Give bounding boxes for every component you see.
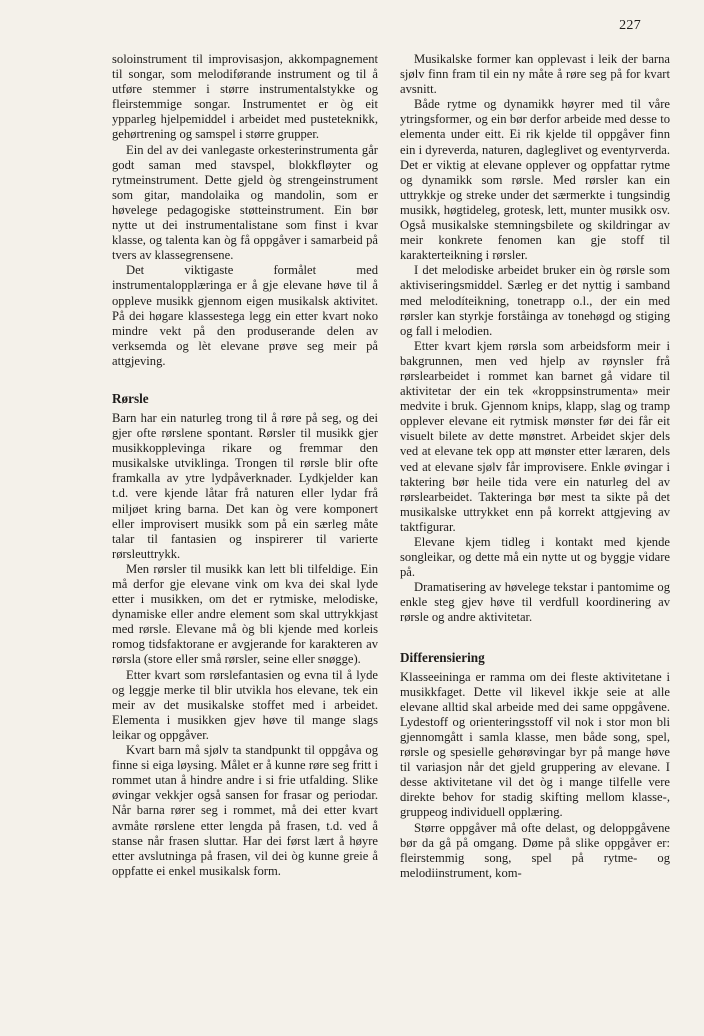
paragraph: Både rytme og dynamikk høyrer med til våre ytringsformer, og ein bør derfor arbeide med desse to elementa under eitt. Ei rik kjelde til oppgåver finn ein i dyreverda, naturen, dagleglivet og eventyrverda. Det er viktig at elevane opplever og oppfattar rytme og dynamikk som rørsle. Med rørsler kan ein uttrykkje og streke under det særmerkte i tungsindig musikk, høgtideleg, grotesk, lett, munter musikk osv. Også musikalske stemningsbilete og skildringar av meir konkrete fenomen kan gje stoff til karakterteikning i rørsler.: [400, 97, 670, 263]
paragraph: Klasseeininga er ramma om dei fleste aktivitetane i musikkfaget. Dette vil likevel ikkje seie at alle elevane alltid skal arbeide med dei same oppgåvene. Lydestoff og orienteringsstoff vil nok i stor mon bli gjennomgått i samla klasse, men både song, spel, rørsle og spesielle gehørøvingar byr på mange høve til variasjon når det gjeld gruppering av elevane. I desse aktivitetane vil det òg i mange tilfelle vere direkte behov for stadig skifting mellom klasse-, gruppeog individuell opplæring.: [400, 669, 670, 820]
section-heading-rorsle: Rørsle: [112, 390, 149, 406]
paragraph: Dramatisering av høvelege tekstar i pantomime og enkle steg gjev høve til verdfull koordinering av rørsle og andre aktivitetar.: [400, 580, 670, 625]
paragraph: Musikalske former kan opplevast i leik der barna sjølv finn fram til ein ny måte å røre seg på for kvart avsnitt.: [400, 52, 670, 97]
paragraph: Kvart barn må sjølv ta standpunkt til oppgåva og finne si eiga løysing. Målet er å kunne røre seg fritt i rommet utan å hindre andre i si frie utfalding. Slike øvingar vekkjer også sansen for frasar og periodar. Når barna rører seg i rommet, må dei etter kvart avmåte rørslene etter lengda på frasen, t.d. ved å stanse når frasen sluttar. Har dei først lært å høyre etter avslutninga på frasen, vil dei òg kunne greie å oppfatte ei enkel musikalsk form.: [112, 743, 378, 878]
paragraph: Etter kvart som rørslefantasien og evna til å lyde og leggje merke til blir utvikla hos elevane, tek ein meir av det musikalske stoffet med i arbeidet. Elementa i musikken gjev høve til mange slags leikar og oppgåver.: [112, 667, 378, 742]
paragraph: I det melodiske arbeidet bruker ein òg rørsle som aktiviseringsmiddel. Særleg er det nyttig i samband med melodíteikning, tonetrapp o.l., der ein med rørsler kan styrkje forståinga av tonehøgd og stiging og fall i melodien.: [400, 263, 670, 338]
paragraph: Det viktigaste formålet med instrumentalopplæringa er å gje elevane høve til å oppleve musikk gjennom eigen musikalsk aktivitet. På dei høgare klassestega legg ein etter kvart noko mindre vekt på den produserande delen av verksemda og lèt elevane prøve seg meir på attgjeving.: [112, 263, 378, 368]
paragraph: soloinstrument til improvisasjon, akkompagnement til songar, som melodiførande instrument og til å utføre stemmer i større instrumentalstykke og fleirstemmige songar. Instrumentet er òg eit ypparleg hjelpemiddel i arbeidet med pusteteknikk, gehørtrening og samspel i større grupper.: [112, 52, 378, 142]
right-column: [400, 52, 670, 881]
paragraph: Barn har ein naturleg trong til å røre på seg, og dei gjer ofte rørslene spontant. Rørsler til musikk gjer musikkopplevinga rikare og fremmar den musikalske utviklinga. Trongen til rørsle blir ofte framkalla av ytre lydpåverknader. Lydkjelder kan t.d. vere kjende låtar frå naturen eller lydar frå miljøet kring barna. Det kan òg vere komponert eller improvisert musikk som på ein særleg måte talar til fantasien og inspirerer til varierte rørsleuttrykk.: [112, 410, 378, 561]
paragraph: Etter kvart kjem rørsla som arbeidsform meir i bakgrunnen, men ved hjelp av røynsler frå rørslearbeidet i rommet kan barnet gå vidare til aktivitetar der ein tek «kroppsinstrumenta» meir medvite i bruk. Gjennom knips, klapp, slag og tramp opplever elevane eit rytmisk mønster før dei får eit visuelt bilete av dette mønstret. Arbeidet skjer dels ved at elevane tek opp att mønster etter læraren, dels ved at elevane sjølv får improvisere. Enkle øvingar i taktering bør heile tida vere ein naturleg del av rørslearbeidet. Takteringa bør mest ta sikte på det musikalske uttrykket enn på korrekt attgjeving av taktfigurar.: [400, 338, 670, 534]
page-number: 227: [619, 18, 641, 33]
left-column: [112, 52, 378, 879]
paragraph: Elevane kjem tidleg i kontakt med kjende songleikar, og dette må ein nytte ut og byggje vidare på.: [400, 535, 670, 580]
paragraph: Ein del av dei vanlegaste orkesterinstrumenta går godt saman med stavspel, blokkfløyter og rytmeinstrument. Dette gjeld òg strengeinstrument som gitar, mandolaika og mandolin, som er høvelege pedagogiske støtteinstrument. Ein bør nytte ut dei instrumentalistane som finst i kvar klasse, og talenta kan òg få oppgåver i samarbeid på tvers av klassegrensene.: [112, 142, 378, 263]
paragraph: Større oppgåver må ofte delast, og deloppgåvene bør da gå på omgang. Døme på slike oppgåver er: fleirstemmig song, spel på rytme- og melodiinstrument, kom-: [400, 820, 670, 880]
paragraph: Men rørsler til musikk kan lett bli tilfeldige. Ein må derfor gje elevane vink om kva dei skal lyde etter i musikken, om det er rytmiske, melodiske, dynamiske eller andre element som skal uttrykkjast med rørsle. Elevane må òg bli kjende med korleis romog tidsfaktorane er avgjerande for karakteren av rørsla (store eller små rørsler, seine eller snøgge).: [112, 561, 378, 667]
section-heading-differensiering: Differensiering: [400, 649, 485, 665]
